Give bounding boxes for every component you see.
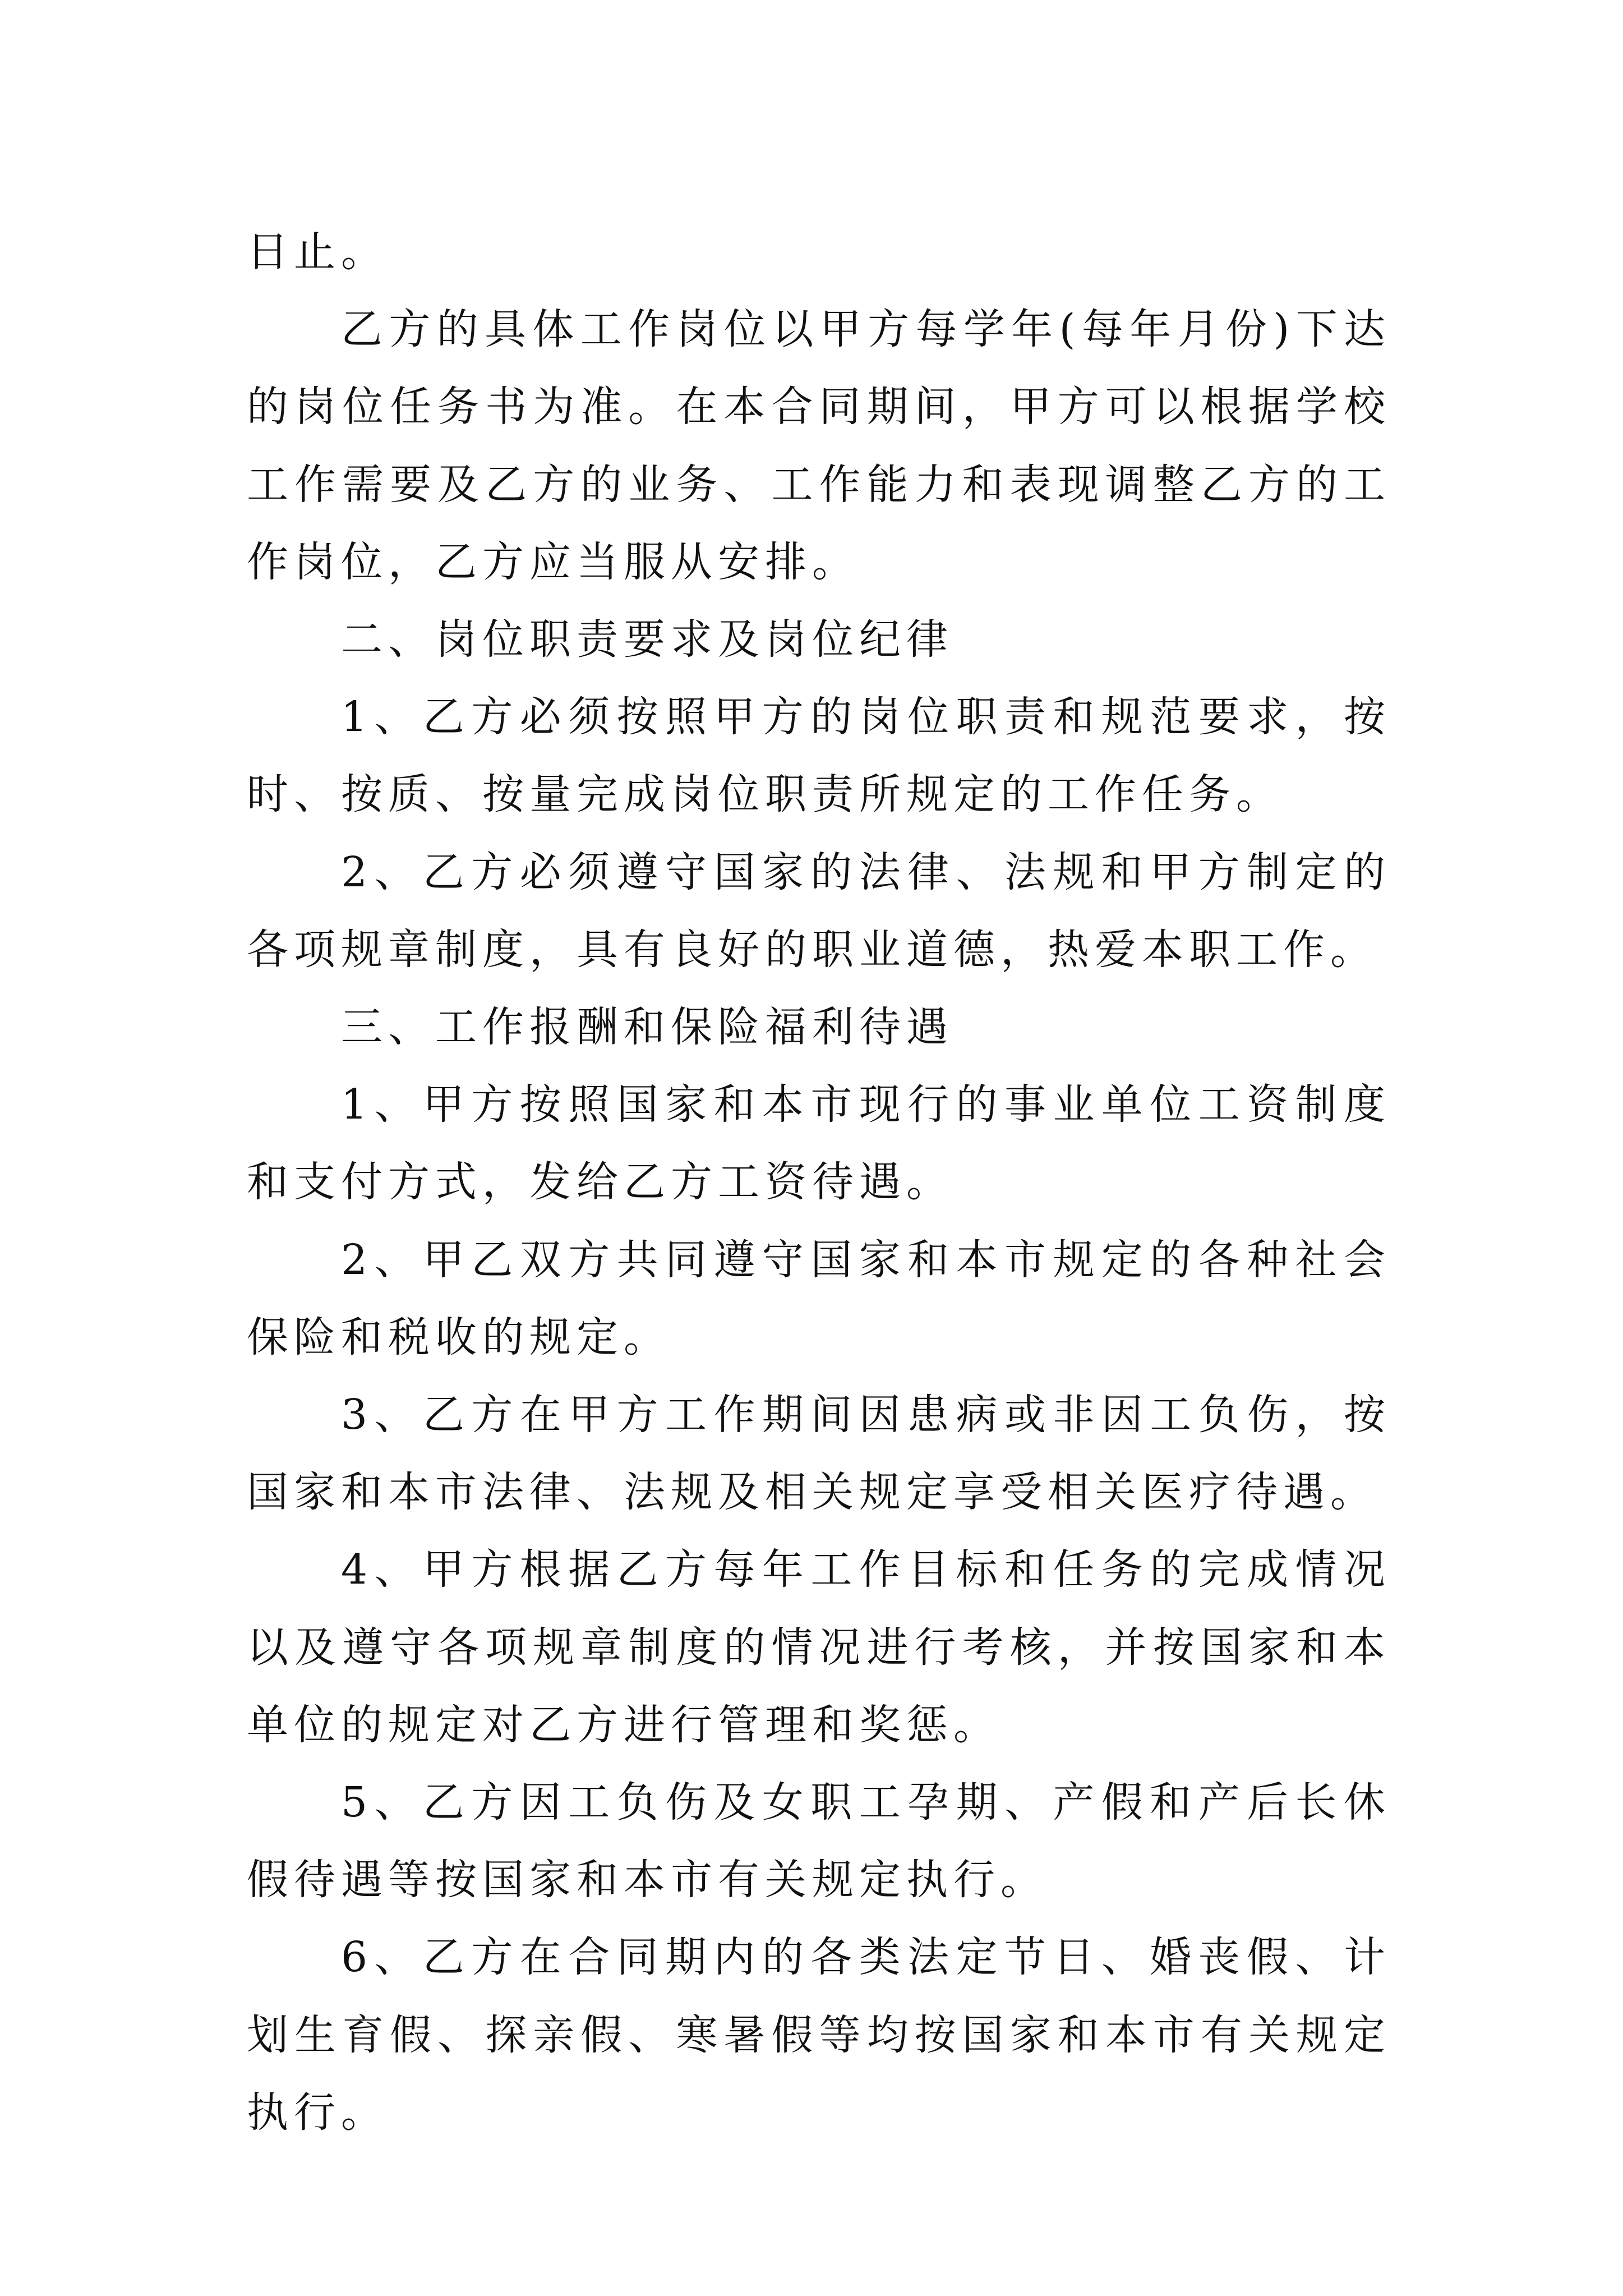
document-body	[247, 213, 1391, 2151]
section-heading-duties: 二、岗位职责要求及岗位纪律	[341, 615, 953, 664]
section-heading-compensation: 三、工作报酬和保险福利待遇	[341, 1003, 953, 1052]
clause-compensation-4: 4、甲方根据乙方每年工作目标和任务的完成情况以及遵守各项规章制度的情况进行考核，并按国家和本单位的规定对乙方进行管理和奖惩。	[247, 1545, 1391, 1749]
clause-compensation-2: 2、甲乙双方共同遵守国家和本市规定的各种社会保险和税收的规定。	[247, 1235, 1391, 1361]
clause-compensation-5: 5、乙方因工负伤及女职工孕期、产假和产后长休假待遇等按国家和本市有关规定执行。	[247, 1778, 1391, 1904]
paragraph-job-position: 乙方的具体工作岗位以甲方每学年(每年月份)下达的岗位任务书为准。在本合同期间，甲方可以根据学校工作需要及乙方的业务、工作能力和表现调整乙方的工作岗位，乙方应当服从安排。	[247, 305, 1391, 586]
clause-duties-1: 1、乙方必须按照甲方的岗位职责和规范要求，按时、按质、按量完成岗位职责所规定的工作任务。	[247, 693, 1391, 819]
clause-compensation-6: 6、乙方在合同期内的各类法定节日、婚丧假、计划生育假、探亲假、寒暑假等均按国家和本市有关规定执行。	[247, 1933, 1391, 2137]
clause-duties-2: 2、乙方必须遵守国家的法律、法规和甲方制定的各项规章制度，具有良好的职业道德，热爱本职工作。	[247, 848, 1391, 974]
paragraph-continuation: 日止。	[247, 228, 388, 276]
clause-compensation-1: 1、甲方按照国家和本市现行的事业单位工资制度和支付方式，发给乙方工资待遇。	[247, 1080, 1391, 1207]
clause-compensation-3: 3、乙方在甲方工作期间因患病或非因工负伤，按国家和本市法律、法规及相关规定享受相关医疗待遇。	[247, 1391, 1391, 1517]
